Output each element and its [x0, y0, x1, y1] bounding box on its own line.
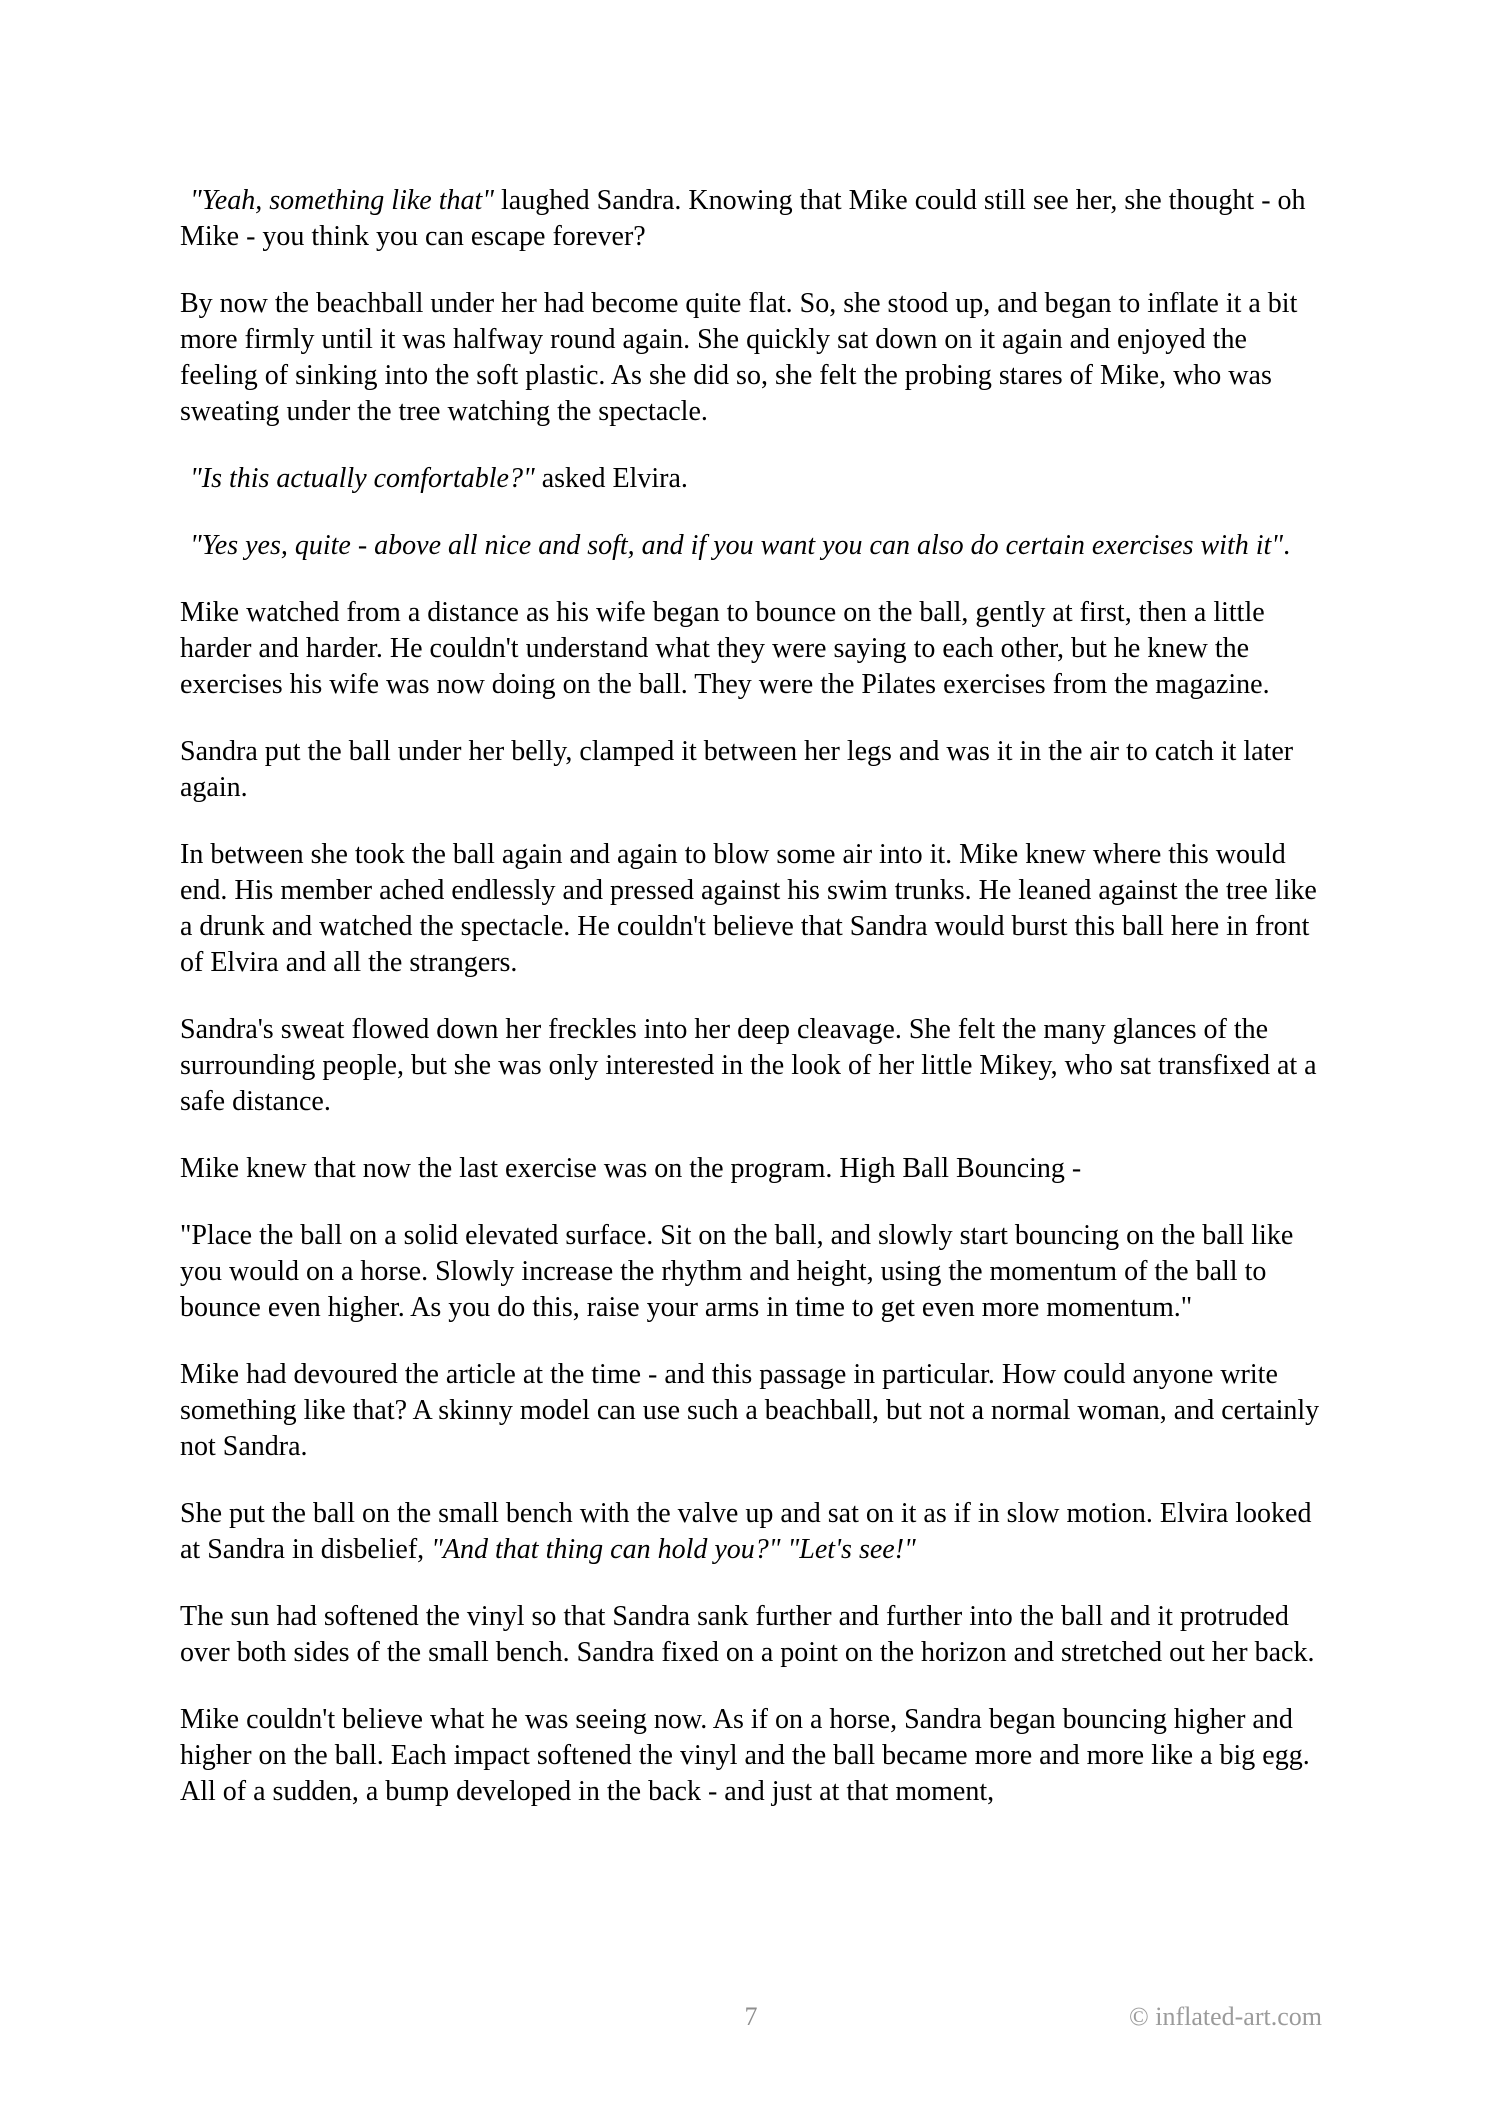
dialogue-text: "Yeah, something like that" [190, 185, 495, 216]
page-footer [180, 2002, 1322, 2042]
narrative-text: Mike watched from a distance as his wife began to bounce on the ball, gently at first, then a little harder and harder. He couldn't understand what they were saying to each other, but he knew the exercises his wife was now doing on the ball. They were the Pilates exercises from the magazine. [180, 597, 1270, 700]
paragraph [180, 837, 1322, 981]
document-body [180, 183, 1322, 1841]
paragraph [180, 1702, 1322, 1810]
copyright-watermark: © inflated-art.com [1128, 2002, 1322, 2031]
narrative-text: In between she took the ball again and again to blow some air into it. Mike knew where this would end. His member ached endlessly and pressed against his swim trunks. He leaned against the tree like a drunk and watched the spectacle. He couldn't believe that Sandra would burst this ball here in front of Elvira and all the strangers. [180, 839, 1317, 978]
paragraph [180, 286, 1322, 430]
paragraph [180, 1357, 1322, 1465]
narrative-text: laughed Sandra. Knowing that Mike could still see her, she thought - oh Mike - you think you can escape forever? [180, 185, 1306, 252]
narrative-text: The sun had softened the vinyl so that Sandra sank further and further into the ball and it protruded over both sides of the small bench. Sandra fixed on a point on the horizon and stretched out her back. [180, 1601, 1315, 1668]
paragraph [180, 1012, 1322, 1120]
narrative-text: "Place the ball on a solid elevated surface. Sit on the ball, and slowly start bouncing on the ball like you would on a horse. Slowly increase the rhythm and height, using the momentum of the ball to bounce even higher. As you do this, raise your arms in time to get even more momentum." [180, 1220, 1294, 1323]
paragraph [180, 734, 1322, 806]
paragraph [180, 1599, 1322, 1671]
narrative-text: Mike had devoured the article at the time - and this passage in particular. How could anyone write something like that? A skinny model can use such a beachball, but not a normal woman, and certainly not Sandra. [180, 1359, 1320, 1462]
paragraph [180, 183, 1322, 255]
paragraph [180, 461, 1322, 497]
paragraph [180, 595, 1322, 703]
dialogue-text: "And that thing can hold you?" "Let's see!" [431, 1534, 916, 1565]
paragraph [180, 1151, 1322, 1187]
paragraph [180, 528, 1322, 564]
narrative-text: By now the beachball under her had become quite flat. So, she stood up, and began to inflate it a bit more firmly until it was halfway round again. She quickly sat down on it again and enjoyed the feeling of sinking into the soft plastic. As she did so, she felt the probing stares of Mike, who was sweating under the tree watching the spectacle. [180, 288, 1298, 427]
narrative-text: Sandra's sweat flowed down her freckles into her deep cleavage. She felt the many glances of the surrounding people, but she was only interested in the look of her little Mikey, who sat transfixed at a safe distance. [180, 1014, 1317, 1117]
paragraph [180, 1496, 1322, 1568]
paragraph [180, 1218, 1322, 1326]
dialogue-text: "Yes yes, quite - above all nice and soft, and if you want you can also do certain exercises with it" [190, 530, 1284, 561]
narrative-text: Mike couldn't believe what he was seeing now. As if on a horse, Sandra began bouncing higher and higher on the ball. Each impact softened the vinyl and the ball became more and more like a big egg. All of a sudden, a bump developed in the back - and just at that moment, [180, 1704, 1310, 1807]
narrative-text: asked Elvira. [534, 463, 688, 494]
page-number: 7 [744, 2002, 758, 2031]
narrative-text: . [1283, 530, 1291, 561]
narrative-text: Mike knew that now the last exercise was on the program. High Ball Bouncing - [180, 1153, 1082, 1184]
dialogue-text: "Is this actually comfortable?" [190, 463, 535, 494]
narrative-text: Sandra put the ball under her belly, clamped it between her legs and was it in the air to catch it later again. [180, 736, 1294, 803]
narrative-text: She put the ball on the small bench with the valve up and sat on it as if in slow motion. Elvira looked at Sandra in disbelief, [180, 1498, 1312, 1565]
